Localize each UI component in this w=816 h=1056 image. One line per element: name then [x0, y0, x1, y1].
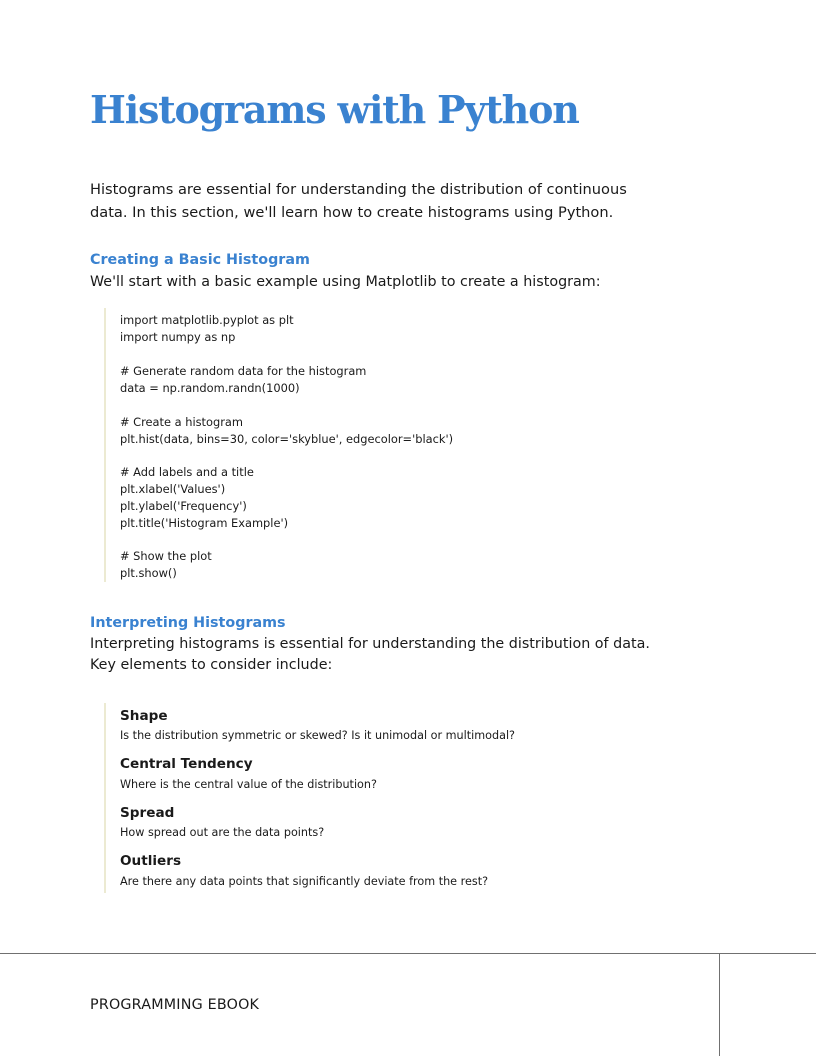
- concept-title-shape: Shape: [120, 708, 168, 724]
- section-heading-basic-histogram: Creating a Basic Histogram: [90, 252, 310, 268]
- code-line: # Add labels and a title: [120, 465, 254, 479]
- intro-paragraph: Histograms are essential for understanding the distribution of continuous data. In this section, we'll learn how to create histograms using Python.: [90, 181, 627, 221]
- footer-label: PROGRAMMING EBOOK: [90, 997, 260, 1013]
- code-line: plt.show(): [120, 566, 177, 580]
- footer-divider: [0, 953, 816, 954]
- section-heading-interpreting: Interpreting Histograms: [90, 615, 286, 631]
- section-interpreting-text: Interpreting histograms is essential for understanding the distribution of data. Key elements to consider include:: [90, 636, 650, 673]
- code-line: # Create a histogram: [120, 415, 243, 429]
- code-line: plt.title('Histogram Example'): [120, 516, 289, 530]
- code-line: import matplotlib.pyplot as plt: [120, 313, 294, 327]
- footer-vertical-divider: [719, 953, 720, 1056]
- concept-title-outliers: Outliers: [120, 853, 182, 869]
- section-basic-histogram-text: We'll start with a basic example using Matplotlib to create a histogram:: [90, 274, 601, 290]
- concept-desc-central-tendency: Where is the central value of the distribution?: [120, 778, 377, 791]
- code-line: plt.ylabel('Frequency'): [120, 499, 247, 513]
- code-line: plt.hist(data, bins=30, color='skyblue', edgecolor='black'): [120, 432, 454, 446]
- concept-desc-spread: How spread out are the data points?: [120, 826, 325, 839]
- code-line: plt.xlabel('Values'): [120, 482, 226, 496]
- page-title: Histograms with Python: [90, 87, 579, 132]
- code-line: data = np.random.randn(1000): [120, 381, 300, 395]
- code-line: import numpy as np: [120, 330, 236, 344]
- concept-desc-outliers: Are there any data points that significantly deviate from the rest?: [120, 875, 489, 888]
- concept-desc-shape: Is the distribution symmetric or skewed? Is it unimodal or multimodal?: [120, 729, 515, 742]
- code-line: # Generate random data for the histogram: [120, 364, 367, 378]
- code-line: # Show the plot: [120, 549, 212, 563]
- concept-list: [104, 703, 666, 893]
- concept-title-spread: Spread: [120, 805, 175, 821]
- concept-title-central-tendency: Central Tendency: [120, 756, 253, 772]
- code-block: [104, 308, 624, 582]
